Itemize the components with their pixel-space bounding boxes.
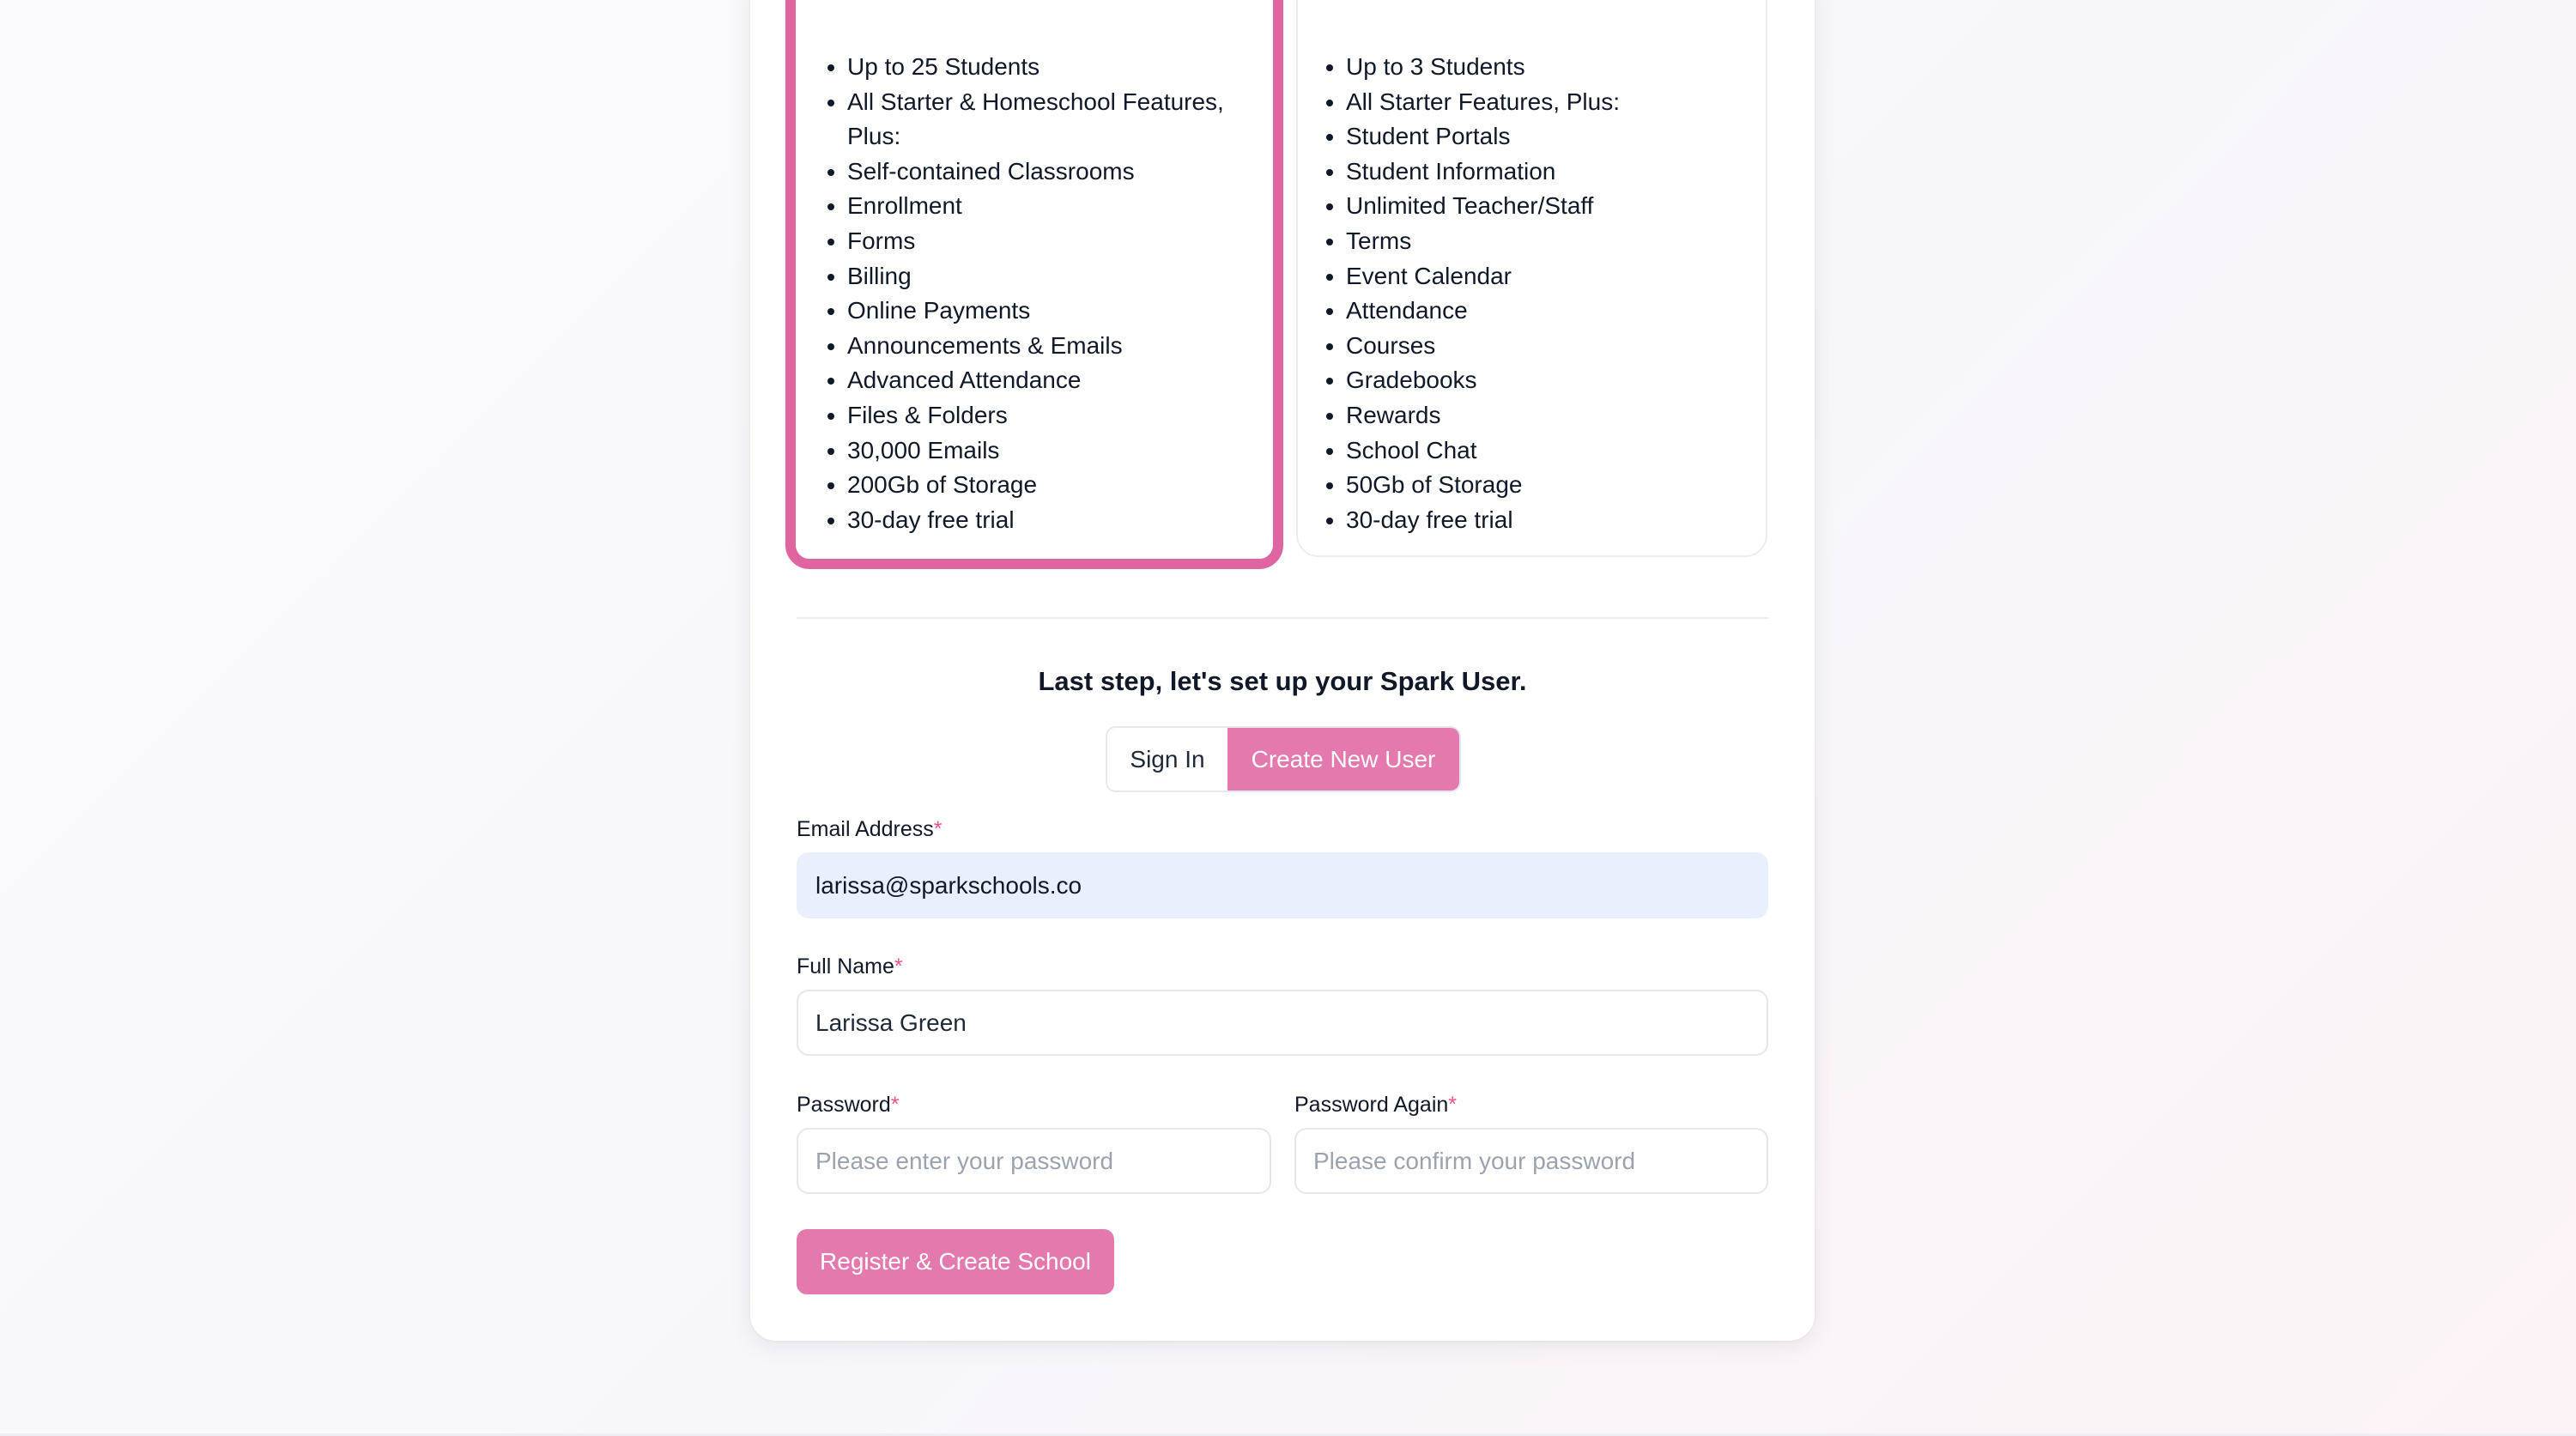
required-marker: * [894, 954, 903, 979]
plan-feature-item: • Forms [847, 224, 1276, 259]
password-again-placeholder: Please confirm your password [1313, 1147, 1636, 1174]
plan-feature-item: • Files & Folders [847, 398, 1276, 433]
plan-feature-item: • Rewards [1346, 398, 1749, 433]
password-again-label [1294, 1093, 1457, 1118]
password-label [797, 1093, 900, 1118]
plan-feature-item: • Student Portals [1346, 119, 1749, 155]
full-name-label-text: Full Name [797, 954, 894, 979]
password-placeholder: Please enter your password [815, 1147, 1114, 1174]
plan-feature-item: • Terms [1346, 224, 1749, 259]
email-field-value: larissa@sparkschools.co [815, 871, 1082, 899]
plan-feature-item: • 30-day free trial [847, 503, 1276, 538]
plan-feature-item: • All Starter & Homeschool Features, Plus: [847, 85, 1276, 155]
email-field[interactable] [797, 852, 1768, 918]
full-name-field[interactable] [797, 990, 1768, 1056]
email-label-text: Email Address [797, 817, 934, 841]
plan-feature-item: • Attendance [1346, 294, 1749, 329]
tab-create-new-user[interactable]: Create New User [1227, 728, 1459, 791]
section-divider [797, 617, 1768, 619]
plan-feature-item: • 30-day free trial [1346, 503, 1749, 538]
plan-feature-item: • Self-contained Classrooms [847, 155, 1276, 190]
password-label-text: Password [797, 1093, 891, 1117]
plan-feature-item: • Up to 3 Students [1346, 50, 1749, 85]
full-name-label [797, 954, 903, 979]
plan-feature-item: • All Starter Features, Plus: [1346, 85, 1749, 120]
password-field[interactable] [797, 1128, 1271, 1194]
email-label [797, 817, 943, 842]
plan-feature-item: • 50Gb of Storage [1346, 468, 1749, 503]
tab-sign-in[interactable]: Sign In [1107, 728, 1227, 791]
register-create-school-button[interactable]: Register & Create School [797, 1229, 1114, 1294]
plan-feature-item: • Student Information [1346, 155, 1749, 190]
plan-feature-item: • Announcements & Emails [847, 329, 1276, 364]
plan-feature-item: • Up to 25 Students [847, 50, 1276, 85]
required-marker: * [933, 817, 943, 841]
plan-feature-item: • Billing [847, 259, 1276, 294]
password-again-label-text: Password Again [1294, 1093, 1449, 1117]
plan-feature-item: • Unlimited Teacher/Staff [1346, 189, 1749, 224]
plan-feature-item: • 30,000 Emails [847, 433, 1276, 469]
full-name-field-value: Larissa Green [815, 1009, 967, 1036]
plan-feature-item: • Enrollment [847, 189, 1276, 224]
required-marker: * [890, 1093, 900, 1117]
plan-feature-item: • School Chat [1346, 433, 1749, 469]
plan-feature-item: • 200Gb of Storage [847, 468, 1276, 503]
password-again-field[interactable] [1294, 1128, 1768, 1194]
step-title: Last step, let's set up your Spark User. [1038, 666, 1527, 696]
plan-feature-item: • Gradebooks [1346, 363, 1749, 398]
plan-feature-item: • Advanced Attendance [847, 363, 1276, 398]
auth-mode-toggle [1106, 726, 1461, 792]
plan-feature-list [799, 50, 1276, 537]
plan-feature-item: • Online Payments [847, 294, 1276, 329]
plan-card-other[interactable] [1296, 0, 1767, 557]
plan-feature-item: • Event Calendar [1346, 259, 1749, 294]
plan-feature-list [1298, 50, 1749, 537]
plan-feature-item: • Courses [1346, 329, 1749, 364]
plan-card-selected[interactable] [785, 0, 1283, 569]
required-marker: * [1448, 1093, 1458, 1117]
